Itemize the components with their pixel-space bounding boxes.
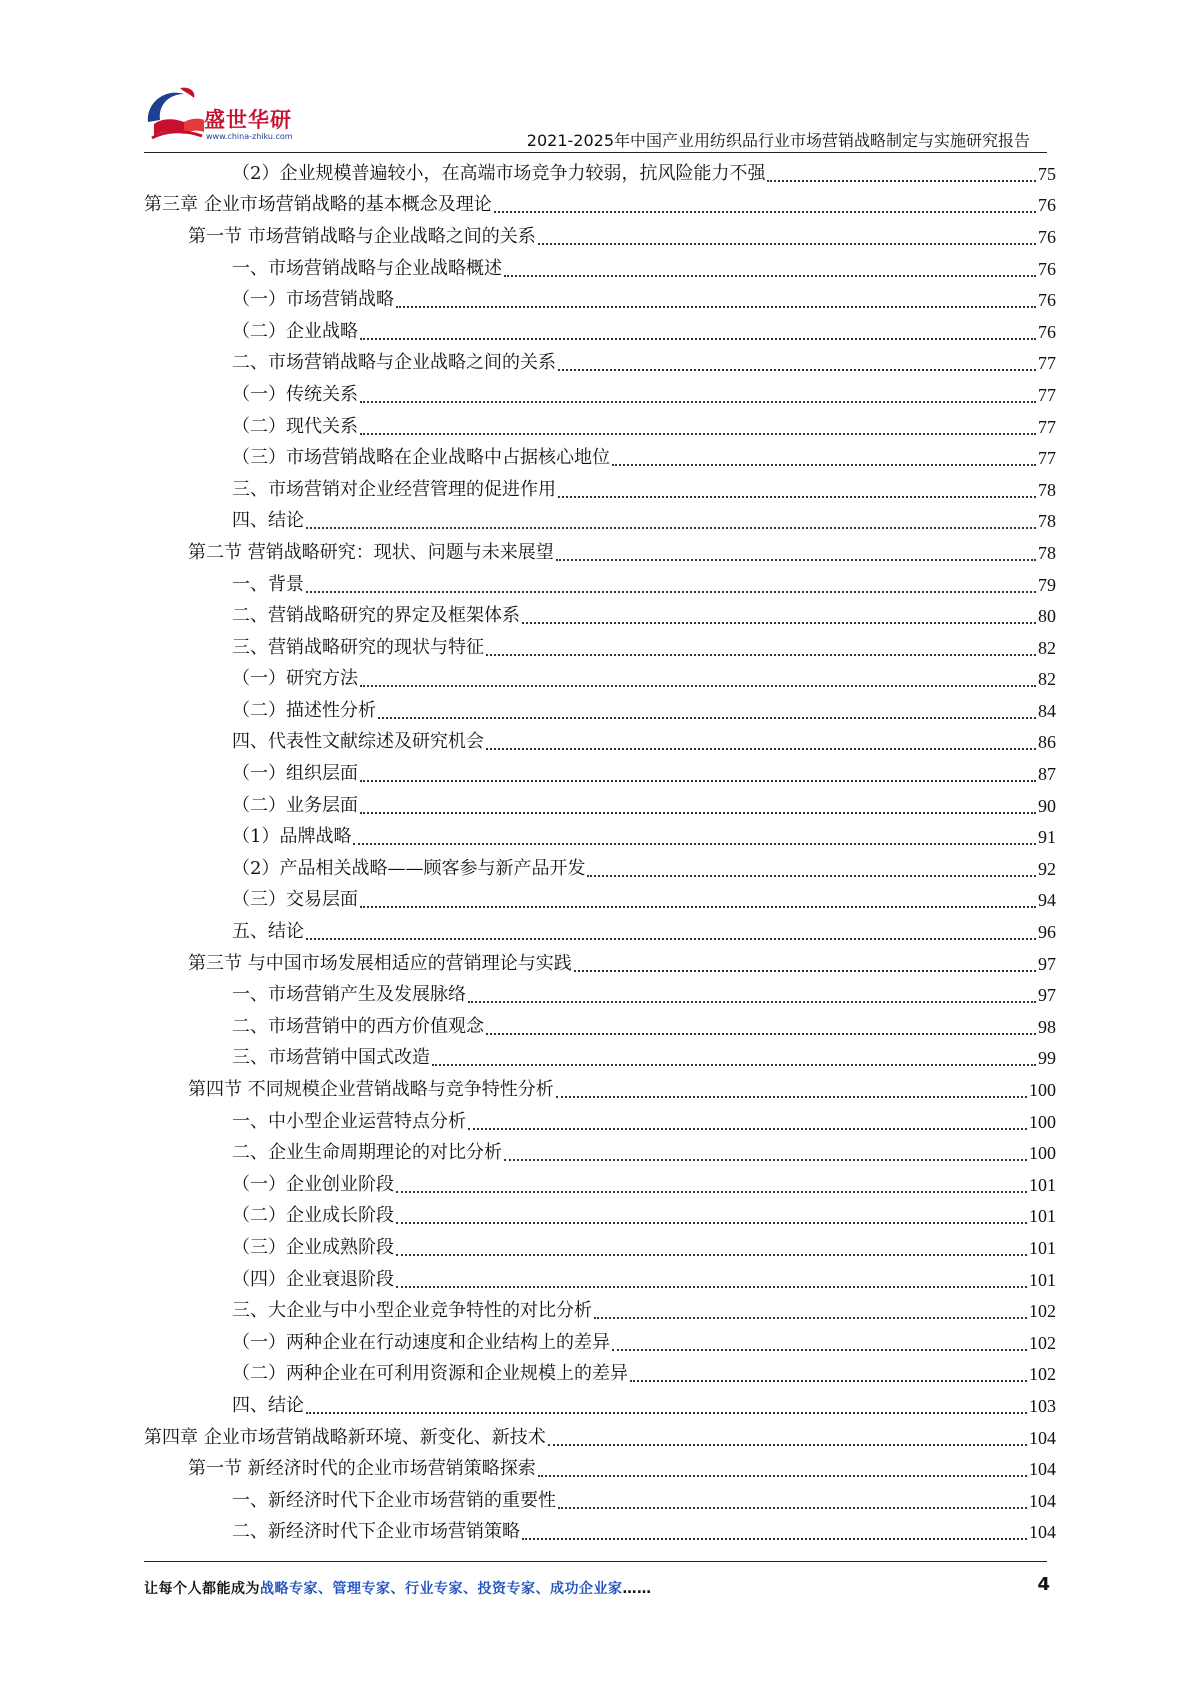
toc-leader-dots — [494, 197, 1036, 213]
footer-divider — [144, 1561, 1047, 1562]
toc-entry-page: 78 — [1038, 542, 1056, 563]
toc-entry[interactable] — [144, 411, 1056, 443]
toc-leader-dots — [486, 734, 1036, 750]
toc-entry-page: 103 — [1029, 1395, 1056, 1416]
company-logo — [140, 84, 310, 148]
toc-entry-label: 二、市场营销中的西方价值观念 — [232, 1015, 484, 1037]
toc-entry-page: 102 — [1029, 1301, 1056, 1322]
toc-leader-dots — [522, 1524, 1027, 1540]
toc-entry-label: （三）交易层面 — [232, 889, 358, 911]
toc-leader-dots — [594, 1303, 1027, 1319]
toc-entry-label: （一）两种企业在行动速度和企业结构上的差异 — [232, 1331, 610, 1353]
toc-entry-page: 104 — [1029, 1459, 1056, 1480]
toc-entry[interactable] — [144, 632, 1056, 664]
toc-entry-page: 77 — [1038, 353, 1056, 374]
toc-entry[interactable] — [144, 664, 1056, 696]
toc-entry-label: 四、结论 — [232, 510, 304, 532]
toc-leader-dots — [360, 387, 1036, 403]
table-of-contents — [144, 158, 1056, 1548]
toc-leader-dots — [306, 513, 1036, 529]
toc-leader-dots — [630, 1366, 1027, 1382]
toc-leader-dots — [396, 1208, 1027, 1224]
toc-leader-dots — [468, 1114, 1027, 1130]
toc-entry-label: （四）企业衰退阶段 — [232, 1268, 394, 1290]
header-divider — [144, 152, 1047, 153]
toc-leader-dots — [360, 671, 1036, 687]
toc-leader-dots — [587, 861, 1036, 877]
toc-entry-label: （二）两种企业在可利用资源和企业规模上的差异 — [232, 1363, 628, 1385]
toc-entry[interactable] — [144, 600, 1056, 632]
toc-entry[interactable] — [144, 1201, 1056, 1233]
toc-leader-dots — [522, 608, 1036, 624]
toc-leader-dots — [396, 1272, 1027, 1288]
toc-entry-page: 87 — [1038, 764, 1056, 785]
toc-entry[interactable] — [144, 253, 1056, 285]
logo-name: 盛世华研 — [204, 108, 292, 132]
toc-entry-label: （一）企业创业阶段 — [232, 1173, 394, 1195]
toc-entry-label: 二、新经济时代下企业市场营销策略 — [232, 1521, 520, 1543]
toc-entry-page: 79 — [1038, 574, 1056, 595]
toc-entry-label: （1）品牌战略 — [232, 826, 352, 848]
toc-entry-page: 82 — [1038, 669, 1056, 690]
toc-leader-dots — [360, 766, 1036, 782]
toc-entry[interactable] — [144, 1011, 1056, 1043]
toc-entry-label: 第一节 市场营销战略与企业战略之间的关系 — [188, 225, 536, 247]
toc-entry-page: 100 — [1029, 1143, 1056, 1164]
toc-entry[interactable] — [144, 1485, 1056, 1517]
toc-entry-label: （二）现代关系 — [232, 415, 358, 437]
toc-entry-page: 98 — [1038, 1016, 1056, 1037]
toc-leader-dots — [504, 261, 1036, 277]
toc-entry-page: 104 — [1029, 1522, 1056, 1543]
toc-entry-page: 96 — [1038, 922, 1056, 943]
toc-entry-page: 97 — [1038, 953, 1056, 974]
toc-entry-label: 第二节 营销战略研究：现状、问题与未来展望 — [188, 541, 554, 563]
toc-leader-dots — [306, 924, 1036, 940]
toc-entry-page: 80 — [1038, 606, 1056, 627]
toc-leader-dots — [556, 1082, 1027, 1098]
toc-leader-dots — [538, 1461, 1027, 1477]
toc-entry-page: 94 — [1038, 890, 1056, 911]
toc-entry-page: 78 — [1038, 479, 1056, 500]
toc-entry-label: 第三章 企业市场营销战略的基本概念及理论 — [144, 194, 492, 216]
toc-entry-label: 三、大企业与中小型企业竞争特性的对比分析 — [232, 1300, 592, 1322]
logo-swoosh-icon — [140, 84, 204, 148]
toc-entry-page: 97 — [1038, 985, 1056, 1006]
toc-entry[interactable] — [144, 1169, 1056, 1201]
toc-entry[interactable] — [144, 1232, 1056, 1264]
toc-leader-dots — [353, 829, 1036, 845]
toc-leader-dots — [558, 355, 1036, 371]
toc-entry-page: 101 — [1029, 1174, 1056, 1195]
toc-entry[interactable] — [144, 885, 1056, 917]
toc-entry[interactable] — [144, 537, 1056, 569]
toc-entry-page: 77 — [1038, 384, 1056, 405]
toc-entry[interactable] — [144, 948, 1056, 980]
toc-leader-dots — [396, 1240, 1027, 1256]
toc-entry-label: 一、新经济时代下企业市场营销的重要性 — [232, 1489, 556, 1511]
toc-entry-label: （2）产品相关战略——顾客参与新产品开发 — [232, 857, 586, 879]
toc-leader-dots — [306, 1398, 1027, 1414]
toc-entry-page: 102 — [1029, 1364, 1056, 1385]
toc-entry-label: 一、市场营销战略与企业战略概述 — [232, 257, 502, 279]
toc-entry-label: 第三节 与中国市场发展相适应的营销理论与实践 — [188, 952, 572, 974]
toc-entry-label: 三、市场营销对企业经营管理的促进作用 — [232, 478, 556, 500]
toc-entry[interactable] — [144, 821, 1056, 853]
toc-entry[interactable] — [144, 190, 1056, 222]
toc-leader-dots — [538, 229, 1036, 245]
toc-leader-dots — [548, 1430, 1027, 1446]
toc-entry-label: 五、结论 — [232, 921, 304, 943]
toc-entry-page: 76 — [1038, 290, 1056, 311]
toc-entry[interactable] — [144, 158, 1056, 190]
toc-entry[interactable] — [144, 695, 1056, 727]
toc-leader-dots — [468, 987, 1036, 1003]
toc-entry-label: 二、企业生命周期理论的对比分析 — [232, 1142, 502, 1164]
toc-leader-dots — [767, 166, 1036, 182]
toc-entry-label: 一、市场营销产生及发展脉络 — [232, 984, 466, 1006]
toc-entry[interactable] — [144, 1074, 1056, 1106]
toc-leader-dots — [396, 1177, 1027, 1193]
toc-entry[interactable] — [144, 1137, 1056, 1169]
toc-entry-label: （一）传统关系 — [232, 383, 358, 405]
report-title: 2021-2025年中国产业用纺织品行业市场营销战略制定与实施研究报告 — [526, 131, 1030, 150]
toc-entry-page: 101 — [1029, 1206, 1056, 1227]
toc-entry[interactable] — [144, 1453, 1056, 1485]
toc-entry-label: （三）企业成熟阶段 — [232, 1236, 394, 1258]
toc-leader-dots — [396, 292, 1036, 308]
toc-entry-label: （二）企业成长阶段 — [232, 1205, 394, 1227]
toc-entry-label: 第四节 不同规模企业营销战略与竞争特性分析 — [188, 1079, 554, 1101]
toc-entry-page: 101 — [1029, 1237, 1056, 1258]
toc-entry-page: 82 — [1038, 637, 1056, 658]
toc-entry-label: 三、营销战略研究的现状与特征 — [232, 636, 484, 658]
toc-entry-label: （二）业务层面 — [232, 794, 358, 816]
toc-entry[interactable] — [144, 1517, 1056, 1549]
toc-entry[interactable] — [144, 506, 1056, 538]
toc-entry-label: 一、中小型企业运营特点分析 — [232, 1110, 466, 1132]
toc-entry[interactable] — [144, 1359, 1056, 1391]
toc-entry[interactable] — [144, 853, 1056, 885]
toc-entry[interactable] — [144, 316, 1056, 348]
slogan-prefix: 让每个人都能成为 — [144, 1581, 260, 1597]
toc-entry-page: 104 — [1029, 1490, 1056, 1511]
footer-slogan — [144, 1578, 652, 1598]
toc-leader-dots — [486, 640, 1036, 656]
toc-entry[interactable] — [144, 442, 1056, 474]
toc-leader-dots — [360, 892, 1036, 908]
toc-entry[interactable] — [144, 379, 1056, 411]
toc-entry[interactable] — [144, 790, 1056, 822]
page-number: 4 — [1037, 1574, 1050, 1595]
toc-entry[interactable] — [144, 979, 1056, 1011]
toc-entry[interactable] — [144, 569, 1056, 601]
toc-leader-dots — [360, 324, 1036, 340]
toc-leader-dots — [612, 450, 1036, 466]
toc-entry[interactable] — [144, 1295, 1056, 1327]
toc-entry[interactable] — [144, 1264, 1056, 1296]
toc-leader-dots — [432, 1050, 1036, 1066]
toc-entry[interactable] — [144, 284, 1056, 316]
toc-leader-dots — [556, 545, 1036, 561]
toc-leader-dots — [306, 577, 1036, 593]
toc-entry-label: 第一节 新经济时代的企业市场营销策略探索 — [188, 1458, 536, 1480]
toc-entry-page: 77 — [1038, 448, 1056, 469]
toc-entry-label: （一）组织层面 — [232, 763, 358, 785]
toc-entry-label: （一）市场营销战略 — [232, 289, 394, 311]
slogan-suffix: …… — [622, 1581, 652, 1597]
toc-entry[interactable] — [144, 758, 1056, 790]
toc-entry-page: 100 — [1029, 1111, 1056, 1132]
toc-leader-dots — [504, 1145, 1027, 1161]
toc-entry-label: （2）企业规模普遍较小，在高端市场竞争力较弱，抗风险能力不强 — [232, 162, 766, 184]
toc-leader-dots — [360, 798, 1036, 814]
toc-entry-page: 91 — [1038, 827, 1056, 848]
toc-entry-label: （二）描述性分析 — [232, 699, 376, 721]
toc-entry-label: 二、市场营销战略与企业战略之间的关系 — [232, 352, 556, 374]
toc-entry-page: 84 — [1038, 700, 1056, 721]
toc-entry[interactable] — [144, 1327, 1056, 1359]
toc-entry[interactable] — [144, 1043, 1056, 1075]
toc-entry-page: 86 — [1038, 732, 1056, 753]
toc-entry-page: 76 — [1038, 195, 1056, 216]
toc-entry-label: 一、背景 — [232, 573, 304, 595]
toc-entry-page: 101 — [1029, 1269, 1056, 1290]
toc-leader-dots — [486, 1019, 1036, 1035]
toc-entry[interactable] — [144, 348, 1056, 380]
toc-entry-page: 99 — [1038, 1048, 1056, 1069]
toc-leader-dots — [558, 1493, 1027, 1509]
toc-entry-page: 100 — [1029, 1080, 1056, 1101]
toc-entry-label: 三、市场营销中国式改造 — [232, 1047, 430, 1069]
logo-url: www.china-zhiku.com — [206, 132, 293, 141]
toc-entry-page: 104 — [1029, 1427, 1056, 1448]
toc-entry-label: （三）市场营销战略在企业战略中占据核心地位 — [232, 447, 610, 469]
toc-leader-dots — [574, 956, 1036, 972]
toc-entry-page: 77 — [1038, 416, 1056, 437]
toc-entry-page: 75 — [1038, 163, 1056, 184]
toc-leader-dots — [558, 482, 1036, 498]
toc-entry-page: 76 — [1038, 321, 1056, 342]
toc-entry-label: 四、结论 — [232, 1394, 304, 1416]
toc-entry[interactable] — [144, 221, 1056, 253]
toc-entry-page: 78 — [1038, 511, 1056, 532]
toc-entry-label: （二）企业战略 — [232, 320, 358, 342]
toc-leader-dots — [612, 1335, 1027, 1351]
toc-entry-page: 76 — [1038, 258, 1056, 279]
toc-entry-label: 第四章 企业市场营销战略新环境、新变化、新技术 — [144, 1426, 546, 1448]
toc-leader-dots — [378, 703, 1036, 719]
toc-entry[interactable] — [144, 727, 1056, 759]
toc-entry-label: 四、代表性文献综述及研究机会 — [232, 731, 484, 753]
toc-entry[interactable] — [144, 916, 1056, 948]
toc-entry[interactable] — [144, 1106, 1056, 1138]
toc-entry-page: 90 — [1038, 795, 1056, 816]
toc-leader-dots — [360, 419, 1036, 435]
toc-entry-page: 102 — [1029, 1332, 1056, 1353]
toc-entry-page: 92 — [1038, 858, 1056, 879]
slogan-highlight: 战略专家、管理专家、行业专家、投资专家、成功企业家 — [260, 1581, 623, 1597]
toc-entry-label: （一）研究方法 — [232, 668, 358, 690]
toc-entry[interactable] — [144, 474, 1056, 506]
toc-entry[interactable] — [144, 1390, 1056, 1422]
toc-entry[interactable] — [144, 1422, 1056, 1454]
toc-entry-page: 76 — [1038, 226, 1056, 247]
toc-entry-label: 二、营销战略研究的界定及框架体系 — [232, 605, 520, 627]
